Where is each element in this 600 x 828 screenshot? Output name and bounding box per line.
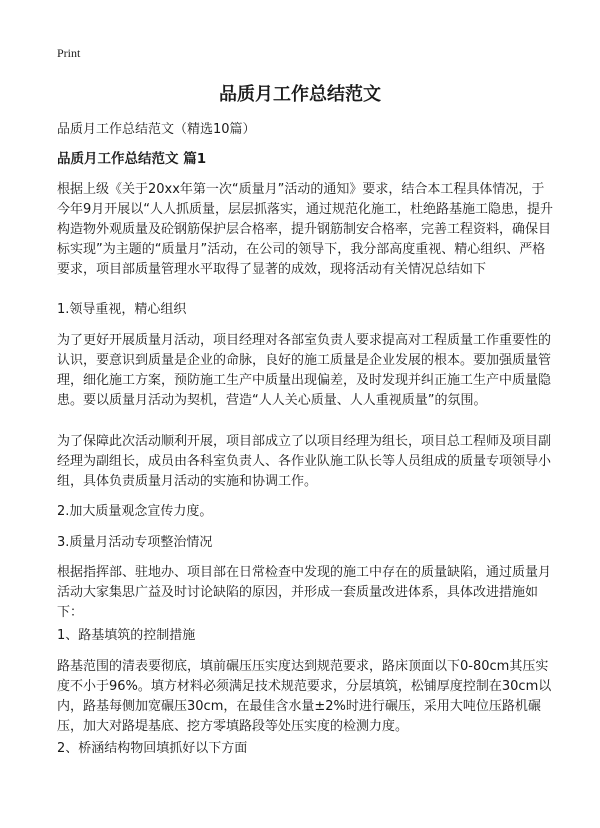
paragraph-rectification: 根据指挥部、驻地办、项目部在日常检查中发现的施工中存在的质量缺陷，通过质量月活动大家集思广益及时讨论缺陷的原因，并形成一套质量改进体系，具体改进措施如下：	[57, 565, 552, 620]
subheading-publicity: 2.加大质量观念宣传力度。	[57, 504, 213, 519]
section-heading: 品质月工作总结范文 篇1	[57, 151, 207, 167]
subheading-rectification: 3.质量月活动专项整治情况	[57, 535, 213, 550]
subheading-leadership: 1.领导重视，精心组织	[57, 302, 187, 317]
print-label: Print	[57, 46, 81, 60]
paragraph-subgrade: 路基范围的清表要彻底，填前碾压压实度达到规范要求，路床顶面以下0-80cm其压实度不小于96%。填方材料必须满足技术规范要求，分层填筑，松铺厚度控制在30cm以内，路基每侧加宽碾压30cm，在最佳含水量±2%时进行碾压，采用大吨位压路机碾压，加大对路堤基底、挖方零填路段等处压实度的检测力度。	[57, 659, 552, 734]
subheading-subgrade: 1、路基填筑的控制措施	[57, 628, 196, 643]
document-subtitle: 品质月工作总结范文（精选10篇）	[57, 122, 256, 137]
paragraph-leadership: 为了更好开展质量月活动，项目经理对各部室负责人要求提高对工程质量工作重要性的认识，要意识到质量是企业的命脉，良好的施工质量是企业发展的根本。要加强质量管理，细化施工方案，预防施工生产中质量出现偏差，及时发现并纠正施工生产中质量隐患。要以质量月活动为契机，营造“人人关心质量、人人重视质量”的氛围。	[57, 333, 552, 408]
subheading-backfill: 2、桥涵结构物回填抓好以下方面	[57, 741, 248, 756]
paragraph-team: 为了保障此次活动顺利开展，项目部成立了以项目经理为组长，项目总工程师及项目副经理为副组长，成员由各科室负责人、各作业队施工队长等人员组成的质量专项领导小组，具体负责质量月活动的实施和协调工作。	[57, 434, 552, 489]
paragraph-intro: 根据上级《关于20xx年第一次“质量月”活动的通知》要求，结合本工程具体情况，于今年9月开展以“人人抓质量，层层抓落实，通过规范化施工，杜绝路基施工隐患，提升构造物外观质量及砼钢筋保护层合格率，提升钢筋制安合格率，完善工程资料，确保目标实现”为主题的“质量月”活动，在公司的领导下，我分部高度重视、精心组织、严格要求，项目部质量管理水平取得了显著的成效，现将活动有关情况总结如下	[57, 182, 554, 277]
page-title: 品质月工作总结范文	[219, 84, 381, 105]
